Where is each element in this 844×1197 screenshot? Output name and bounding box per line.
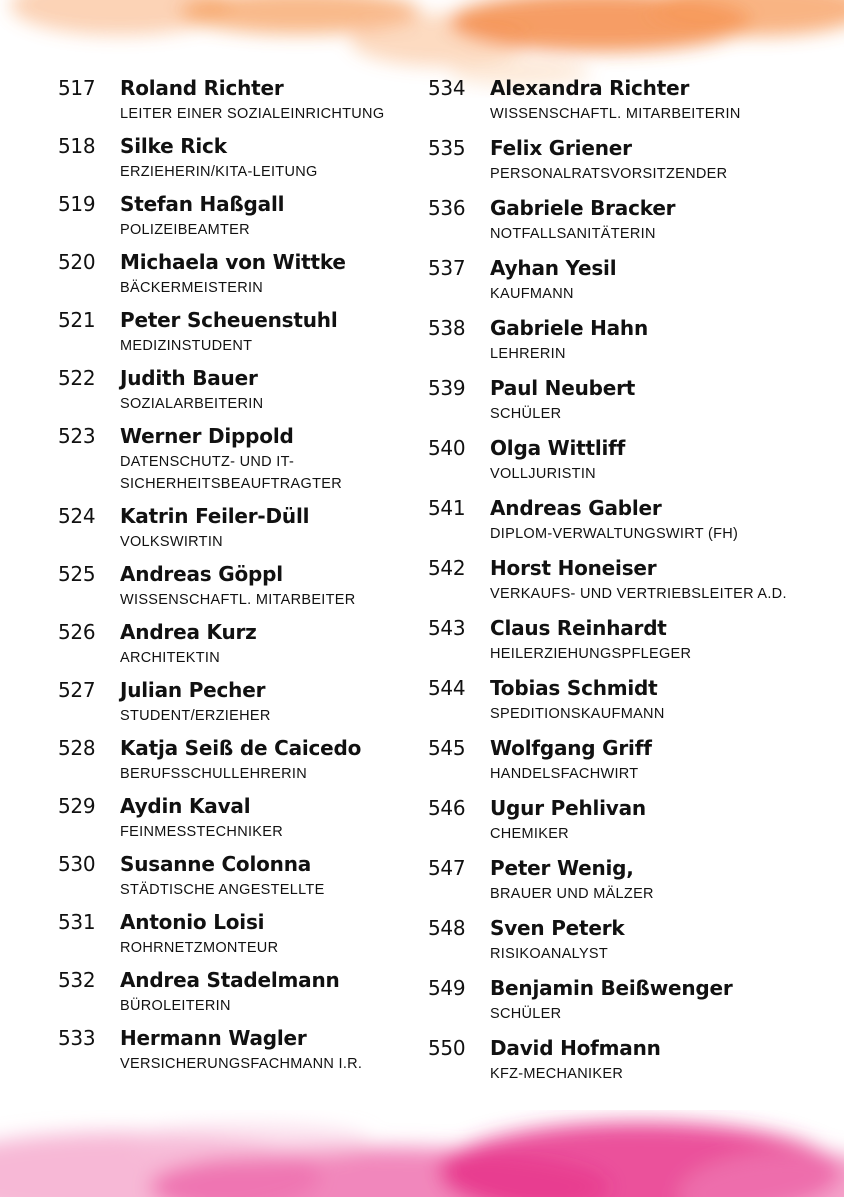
entry-occupation: LEITER EINER SOZIALEINRICHTUNG [120, 106, 385, 122]
entry-name: Peter Scheuenstuhl [120, 308, 338, 332]
entry-name: Katja Seiß de Caicedo [120, 736, 362, 760]
entry-number: 544 [428, 676, 466, 700]
entry-name: Aydin Kaval [120, 794, 251, 818]
list-entry [428, 794, 838, 845]
entry-occupation: HANDELSFACHWIRT [490, 766, 639, 782]
list-entry [428, 734, 838, 785]
entry-occupation: STÄDTISCHE ANGESTELLTE [120, 882, 325, 898]
list-entry [428, 434, 838, 485]
entry-occupation: BERUFSSCHULLEHRERIN [120, 766, 307, 782]
entry-name: Stefan Haßgall [120, 192, 285, 216]
entry-name: Andreas Göppl [120, 562, 283, 586]
entry-number: 527 [58, 678, 96, 702]
entry-name: David Hofmann [490, 1036, 661, 1060]
list-entry [58, 248, 428, 299]
list-entry [58, 792, 428, 843]
entry-name: Antonio Loisi [120, 910, 265, 934]
list-entry [428, 974, 838, 1025]
entry-name: Olga Wittliff [490, 436, 626, 460]
entry-name: Hermann Wagler [120, 1026, 307, 1050]
entry-occupation: WISSENSCHAFTL. MITARBEITER [120, 592, 356, 608]
entry-name: Felix Griener [490, 136, 632, 160]
entry-name: Silke Rick [120, 134, 227, 158]
list-entry [428, 854, 838, 905]
list-entry [58, 908, 428, 959]
entry-number: 541 [428, 496, 466, 520]
list-entry [58, 74, 428, 125]
entry-name: Peter Wenig, [490, 856, 634, 880]
entry-name: Roland Richter [120, 76, 284, 100]
entry-occupation: VERSICHERUNGSFACHMANN I.R. [120, 1056, 363, 1072]
entry-occupation: BÜROLEITERIN [120, 998, 231, 1014]
entry-name: Andreas Gabler [490, 496, 662, 520]
list-entry [58, 422, 428, 495]
entry-occupation: SPEDITIONSKAUFMANN [490, 706, 665, 722]
entry-occupation: DIPLOM-VERWALTUNGSWIRT (FH) [490, 526, 739, 542]
entry-occupation: RISIKOANALYST [490, 946, 609, 962]
entry-occupation: LEHRERIN [490, 346, 566, 362]
entry-name: Horst Honeiser [490, 556, 657, 580]
list-entry [58, 966, 428, 1017]
entry-number: 519 [58, 192, 96, 216]
list-entry [58, 560, 428, 611]
entry-number: 548 [428, 916, 466, 940]
entry-name: Sven Peterk [490, 916, 625, 940]
entry-name: Julian Pecher [120, 678, 266, 702]
list-entry [58, 132, 428, 183]
entry-occupation: SOZIALARBEITERIN [120, 396, 264, 412]
entry-number: 536 [428, 196, 466, 220]
entry-number: 517 [58, 76, 96, 100]
entry-number: 547 [428, 856, 466, 880]
entry-number: 523 [58, 424, 96, 448]
entry-name: Wolfgang Griff [490, 736, 652, 760]
entry-occupation: STUDENT/ERZIEHER [120, 708, 271, 724]
entry-number: 530 [58, 852, 96, 876]
entry-occupation: ARCHITEKTIN [120, 650, 220, 666]
entry-occupation: HEILERZIEHUNGSPFLEGER [490, 646, 692, 662]
entry-occupation: SCHÜLER [490, 1006, 562, 1022]
entry-number: 521 [58, 308, 96, 332]
entry-number: 522 [58, 366, 96, 390]
list-entry [428, 674, 838, 725]
entry-occupation: POLIZEIBEAMTER [120, 222, 250, 238]
entry-name: Ugur Pehlivan [490, 796, 646, 820]
entry-occupation: ROHRNETZMONTEUR [120, 940, 279, 956]
entry-number: 540 [428, 436, 466, 460]
entry-name: Alexandra Richter [490, 76, 690, 100]
entry-number: 529 [58, 794, 96, 818]
entry-number: 520 [58, 250, 96, 274]
entry-occupation: VOLKSWIRTIN [120, 534, 223, 550]
entry-number: 531 [58, 910, 96, 934]
entry-name: Andrea Stadelmann [120, 968, 340, 992]
entry-number: 546 [428, 796, 466, 820]
list-entry [428, 554, 838, 605]
list-entry [58, 676, 428, 727]
entry-name: Judith Bauer [120, 366, 258, 390]
entry-number: 550 [428, 1036, 466, 1060]
entry-name: Katrin Feiler-Düll [120, 504, 310, 528]
entry-number: 526 [58, 620, 96, 644]
entry-name: Benjamin Beißwenger [490, 976, 733, 1000]
entry-name: Werner Dippold [120, 424, 294, 448]
left-column [58, 74, 428, 1082]
entry-occupation: DATENSCHUTZ- UND IT-SICHERHEITSBEAUFTRAGTER [120, 454, 343, 492]
entry-number: 518 [58, 134, 96, 158]
list-entry [428, 74, 838, 125]
entry-number: 539 [428, 376, 466, 400]
entry-occupation: PERSONALRATSVORSITZENDER [490, 166, 728, 182]
entry-name: Michaela von Wittke [120, 250, 346, 274]
entry-occupation: ERZIEHERIN/KITA-LEITUNG [120, 164, 318, 180]
entry-name: Tobias Schmidt [490, 676, 658, 700]
list-entry [58, 502, 428, 553]
entry-number: 532 [58, 968, 96, 992]
entry-number: 524 [58, 504, 96, 528]
entry-occupation: FEINMESSTECHNIKER [120, 824, 284, 840]
entry-name: Claus Reinhardt [490, 616, 667, 640]
entry-occupation: KFZ-MECHANIKER [490, 1066, 624, 1082]
entry-number: 535 [428, 136, 466, 160]
entry-occupation: CHEMIKER [490, 826, 569, 842]
entry-occupation: WISSENSCHAFTL. MITARBEITERIN [490, 106, 741, 122]
entry-name: Gabriele Hahn [490, 316, 649, 340]
entry-number: 533 [58, 1026, 96, 1050]
entry-name: Ayhan Yesil [490, 256, 617, 280]
entry-number: 528 [58, 736, 96, 760]
entry-occupation: KAUFMANN [490, 286, 574, 302]
entry-occupation: VOLLJURISTIN [490, 466, 596, 482]
entry-occupation: NOTFALLSANITÄTERIN [490, 226, 656, 242]
entry-occupation: VERKAUFS- UND VERTRIEBSLEITER A.D. [490, 586, 787, 602]
entry-occupation: SCHÜLER [490, 406, 562, 422]
entry-number: 542 [428, 556, 466, 580]
entry-name: Paul Neubert [490, 376, 636, 400]
list-entry [428, 374, 838, 425]
entry-number: 549 [428, 976, 466, 1000]
list-entry [58, 1024, 428, 1075]
list-entry [428, 1034, 838, 1085]
list-entry [428, 914, 838, 965]
entry-number: 525 [58, 562, 96, 586]
list-entry [58, 364, 428, 415]
list-entry [58, 306, 428, 357]
list-entry [58, 618, 428, 669]
list-entry [428, 194, 838, 245]
list-entry [428, 494, 838, 545]
list-entry [58, 850, 428, 901]
entry-number: 537 [428, 256, 466, 280]
entry-name: Gabriele Bracker [490, 196, 676, 220]
list-entry [428, 254, 838, 305]
entry-name: Andrea Kurz [120, 620, 257, 644]
entry-occupation: BÄCKERMEISTERIN [120, 280, 264, 296]
list-entry [428, 134, 838, 185]
entry-occupation: MEDIZINSTUDENT [120, 338, 253, 354]
list-entry [58, 734, 428, 785]
entry-name: Susanne Colonna [120, 852, 312, 876]
list-entry [428, 614, 838, 665]
entry-number: 534 [428, 76, 466, 100]
entry-number: 543 [428, 616, 466, 640]
right-column [428, 74, 838, 1094]
entry-occupation: BRAUER UND MÄLZER [490, 886, 654, 902]
entry-number: 538 [428, 316, 466, 340]
entry-number: 545 [428, 736, 466, 760]
list-entry [428, 314, 838, 365]
list-entry [58, 190, 428, 241]
